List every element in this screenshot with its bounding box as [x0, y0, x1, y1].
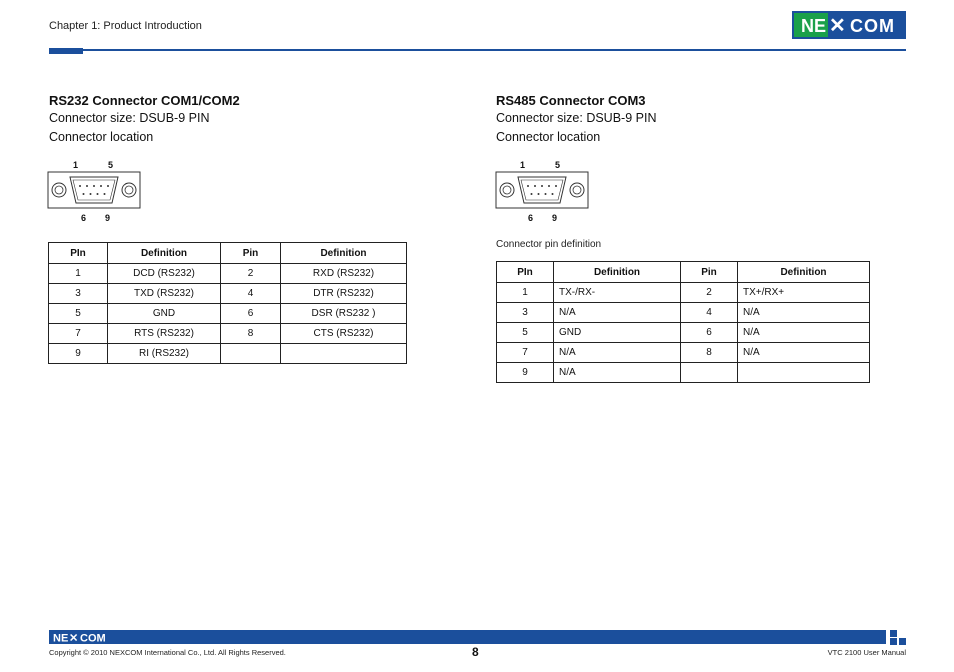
table-header: PIn: [497, 262, 554, 283]
pin-cell: 1: [49, 264, 108, 284]
definition-cell: DCD (RS232): [108, 264, 221, 284]
footer-bar: [49, 630, 886, 644]
pin-cell: 9: [49, 344, 108, 364]
pin-cell: 3: [497, 303, 554, 323]
pin-cell: 9: [497, 363, 554, 383]
definition-cell: N/A: [554, 343, 681, 363]
svg-text:NE: NE: [53, 632, 69, 643]
definition-cell: N/A: [554, 363, 681, 383]
rs232-pin-table: [48, 242, 407, 364]
table-header: Definition: [281, 243, 407, 264]
rs485-pin-label-6: 6: [528, 213, 534, 223]
pin-cell: 8: [221, 324, 281, 344]
header-tab-accent: [49, 48, 83, 54]
page-number: 8: [472, 645, 479, 659]
chapter-title: Chapter 1: Product Introduction: [49, 20, 202, 32]
pin-cell: 6: [681, 323, 738, 343]
table-header: Pin: [681, 262, 738, 283]
pin-cell: [221, 344, 281, 364]
definition-cell: GND: [554, 323, 681, 343]
svg-text:COM: COM: [850, 16, 895, 36]
footer-square-icon: [890, 638, 897, 645]
table-header: Pin: [221, 243, 281, 264]
rs485-size: Connector size: DSUB-9 PIN: [496, 111, 657, 125]
table-header: Definition: [108, 243, 221, 264]
pin-cell: 1: [497, 283, 554, 303]
nexcom-logo: [792, 11, 906, 39]
table-row: [49, 344, 407, 364]
svg-text:E: E: [814, 16, 827, 36]
table-header: Definition: [554, 262, 681, 283]
table-row: [49, 324, 407, 344]
definition-cell: DSR (RS232 ): [281, 304, 407, 324]
table-header: Definition: [738, 262, 870, 283]
definition-cell: N/A: [738, 343, 870, 363]
definition-cell: GND: [108, 304, 221, 324]
definition-cell: RTS (RS232): [108, 324, 221, 344]
table-row: [497, 323, 870, 343]
table-row: [497, 363, 870, 383]
footer-square-icon: [899, 638, 906, 645]
pin-cell: 8: [681, 343, 738, 363]
definition-cell: [738, 363, 870, 383]
rs485-pin-label-5: 5: [555, 160, 561, 170]
header-rule: [49, 49, 906, 51]
rs232-dsub9-connector-icon: [47, 171, 141, 209]
definition-cell: TX-/RX-: [554, 283, 681, 303]
definition-cell: RXD (RS232): [281, 264, 407, 284]
definition-cell: DTR (RS232): [281, 284, 407, 304]
table-row: [49, 284, 407, 304]
rs485-title: RS485 Connector COM3: [496, 93, 646, 108]
pin-cell: 4: [221, 284, 281, 304]
table-row: [497, 303, 870, 323]
definition-cell: CTS (RS232): [281, 324, 407, 344]
pin-cell: 7: [49, 324, 108, 344]
rs232-pin-label-1: 1: [73, 160, 79, 170]
pin-cell: 4: [681, 303, 738, 323]
rs232-pin-label-5: 5: [108, 160, 114, 170]
definition-cell: TX+/RX+: [738, 283, 870, 303]
definition-cell: TXD (RS232): [108, 284, 221, 304]
definition-cell: N/A: [554, 303, 681, 323]
rs485-pin-label-1: 1: [520, 160, 526, 170]
svg-text:COM: COM: [80, 632, 106, 643]
rs485-table-caption: Connector pin definition: [496, 239, 602, 250]
rs232-location: Connector location: [49, 130, 154, 144]
footer-nexcom-logo: [52, 631, 108, 643]
pin-cell: 2: [681, 283, 738, 303]
svg-text:N: N: [801, 16, 814, 36]
definition-cell: RI (RS232): [108, 344, 221, 364]
table-row: [49, 264, 407, 284]
pin-cell: 2: [221, 264, 281, 284]
svg-text:✕: ✕: [69, 632, 79, 643]
rs232-title: RS232 Connector COM1/COM2: [49, 93, 240, 108]
table-row: [49, 304, 407, 324]
definition-cell: [281, 344, 407, 364]
pin-cell: 5: [49, 304, 108, 324]
rs485-dsub9-connector-icon: [495, 171, 589, 209]
table-row: [497, 343, 870, 363]
pin-cell: 7: [497, 343, 554, 363]
rs485-pin-table: [496, 261, 870, 383]
svg-text:✕: ✕: [829, 15, 846, 37]
copyright-text: Copyright © 2010 NEXCOM International Co., Ltd. All Rights Reserved.: [49, 648, 286, 657]
definition-cell: N/A: [738, 323, 870, 343]
pin-cell: [681, 363, 738, 383]
pin-cell: 3: [49, 284, 108, 304]
pin-cell: 5: [497, 323, 554, 343]
table-header: PIn: [49, 243, 108, 264]
rs232-pin-label-6: 6: [81, 213, 87, 223]
rs232-size: Connector size: DSUB-9 PIN: [49, 111, 210, 125]
rs232-pin-label-9: 9: [105, 213, 111, 223]
pin-cell: 6: [221, 304, 281, 324]
definition-cell: N/A: [738, 303, 870, 323]
rs485-pin-label-9: 9: [552, 213, 558, 223]
rs485-location: Connector location: [496, 130, 601, 144]
table-row: [497, 283, 870, 303]
manual-name: VTC 2100 User Manual: [827, 648, 906, 657]
footer-square-icon: [890, 630, 897, 637]
